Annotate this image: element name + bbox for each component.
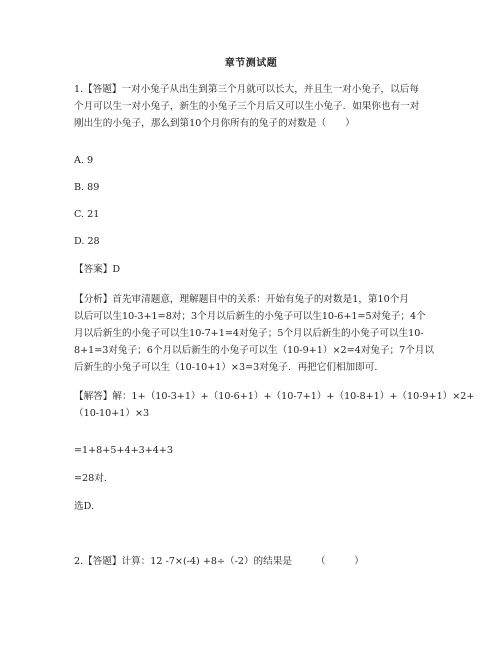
question-1-line: 刚出生的小兔子，那么到第10个月你所有的兔子的对数是（ ） — [74, 118, 355, 129]
analysis-paragraph — [74, 291, 434, 376]
option-c: C. 21 — [74, 209, 100, 220]
analysis-line: 【分析】首先审清题意，理解题目中的关系：开始有兔子的对数是1，第10个月 — [74, 294, 409, 305]
question-1-line: 1.【答题】一对小兔子从出生到第三个月就可以长大，并且生一对小兔子，以后每 — [74, 84, 419, 95]
question-2-stem: 2.【答题】计算：12 -7×(-4) +8÷（-2）的结果是 （ ） — [74, 556, 364, 567]
question-1-line: 个月可以生一对小兔子，新生的小兔子三个月后又可以生小兔子．如果你也有一对 — [74, 101, 420, 112]
analysis-line: 以后可以生10-3+1=8对；3个月以后新生的小兔子可以生10-6+1=5对兔子；4个 — [74, 311, 426, 322]
page-title: 章节测试题 — [224, 58, 278, 69]
analysis-line: 后新生的小兔子可以生（10-10+1）×3=3对兔子．再把它们相加即可. — [74, 362, 378, 373]
analysis-line: 8+1=3对兔子；6个月以后新生的小兔子可以生（10-9+1）×2=4对兔子；7个月以 — [74, 345, 435, 356]
question-1-stem — [74, 81, 434, 132]
option-b: B. 89 — [74, 182, 100, 193]
solution-paragraph — [74, 388, 475, 422]
choice-line: 选D. — [74, 501, 94, 512]
option-d: D. 28 — [74, 236, 100, 247]
answer-line: 【答案】D — [74, 264, 121, 275]
option-a: A. 9 — [74, 155, 94, 166]
solution-step: =1+8+5+4+3+4+3 — [74, 445, 173, 456]
solution-line: 【解答】解：1+（10-3+1）+（10-6+1）+（10-7+1）+（10-8+1）+（10-9+1）×2+ — [74, 391, 475, 402]
analysis-line: 月以后新生的小兔子可以生10-7+1=4对兔子；5个月以后新生的小兔子可以生10- — [74, 328, 424, 339]
solution-step: =28对. — [74, 473, 107, 484]
solution-line: （10-10+1）×3 — [74, 408, 150, 419]
